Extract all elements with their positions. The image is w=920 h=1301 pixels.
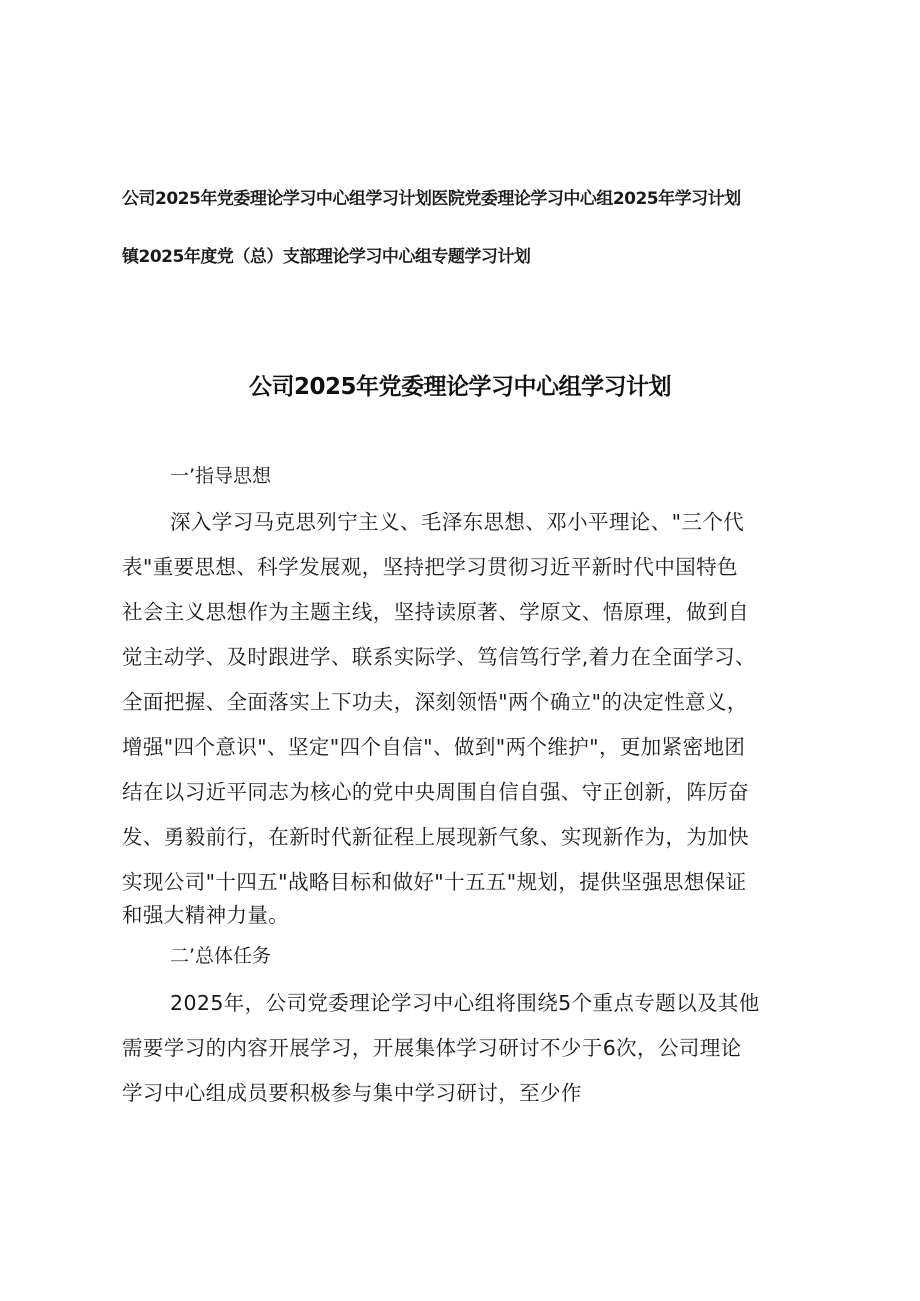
paragraph-line: 学习中心组成员要积极参与集中学习研讨，至少作: [122, 1081, 582, 1105]
paragraph-line: 深入学习马克思列宁主义、毛泽东思想、邓小平理论、"三个代: [170, 510, 745, 534]
document-title: 公司2025年党委理论学习中心组学习计划: [248, 374, 671, 400]
paragraph-line: 增强"四个意识"、坚定"四个自信"、做到"两个维护"，更加紧密地团: [122, 735, 746, 759]
paragraph-line: 全面把握、全面落实上下功夫，深刻领悟"两个确立"的决定性意义，: [122, 690, 748, 714]
paragraph-line: 实现公司"十四五"战略目标和做好"十五五"规划，提供坚强思想保证: [122, 870, 747, 894]
paragraph-line: 和强大精神力量。: [122, 903, 290, 927]
paragraph-line: 发、勇毅前行，在新时代新征程上展现新气象、实现新作为，为加快: [122, 825, 749, 849]
toc-line-1: 公司2025年党委理论学习中心组学习计划医院党委理论学习中心组2025年学习计划: [122, 189, 741, 209]
paragraph-line: 结在以习近平同志为核心的党中央周围自信自强、守正创新，阵厉奋: [122, 780, 749, 804]
paragraph-line: 社会主义思想作为主题主线，坚持读原著、学原文、悟原理，做到自: [122, 600, 749, 624]
toc-line-2: 镇2025年度党（总）支部理论学习中心组专题学习计划: [122, 247, 531, 267]
paragraph-line: 需要学习的内容开展学习，开展集体学习研讨不少于6次，公司理论: [122, 1036, 742, 1060]
paragraph-line: 2025年，公司党委理论学习中心组将围绕5个重点专题以及其他: [170, 991, 760, 1015]
section-heading-guiding-thought: 一’指导思想: [170, 465, 272, 487]
paragraph-line: 表"重要思想、科学发展观，坚持把学习贯彻习近平新时代中国特色: [122, 555, 738, 579]
section-heading-overall-task: 二’总体任务: [170, 945, 272, 967]
paragraph-line: 觉主动学、及时跟进学、联系实际学、笃信笃行学,着力在全面学习、: [122, 645, 756, 669]
